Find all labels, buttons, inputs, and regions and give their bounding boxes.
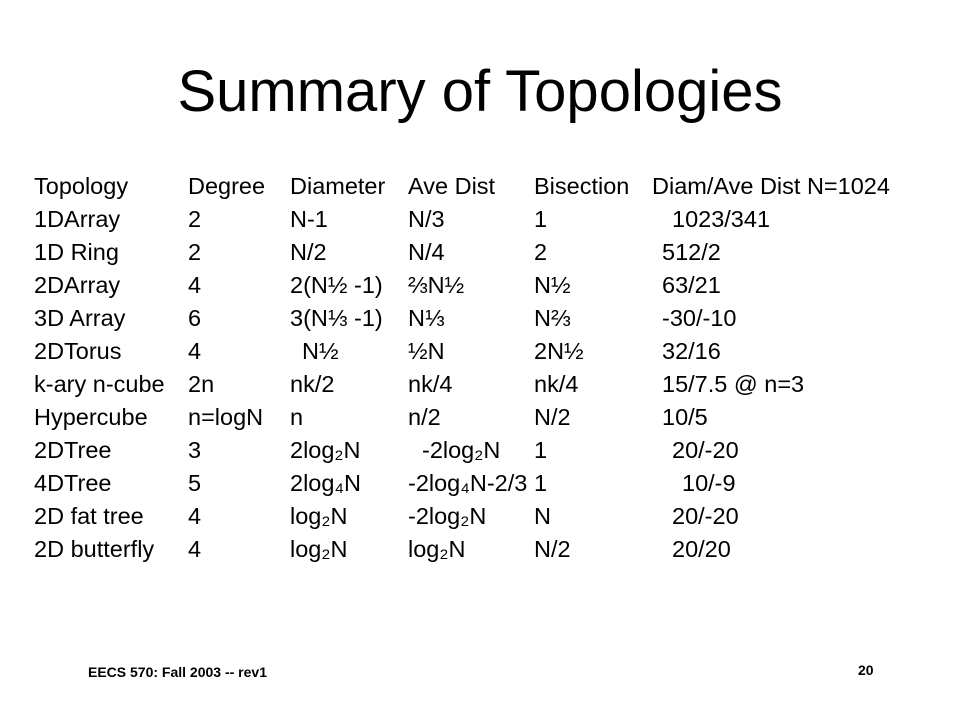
cell-ave-dist: -2log₄N-2/3 (408, 470, 528, 496)
page-number: 20 (858, 662, 874, 678)
cell-degree: 2 (188, 206, 202, 232)
header-degree: Degree (188, 173, 266, 199)
cell-diam-ave-dist: 15/7.5 @ n=3 (662, 371, 805, 397)
cell-bisection: 1 (534, 206, 548, 232)
cell-diameter: N½ (302, 338, 339, 364)
cell-topology: 1D Ring (34, 239, 119, 265)
cell-topology: 2DTorus (34, 338, 122, 364)
cell-topology: k-ary n-cube (34, 371, 165, 397)
cell-ave-dist: -2log₂N (422, 437, 501, 463)
cell-degree: 5 (188, 470, 202, 496)
header-ave-dist: Ave Dist (408, 173, 496, 199)
cell-topology: 2DTree (34, 437, 112, 463)
cell-topology: 2D fat tree (34, 503, 144, 529)
cell-diam-ave-dist: 10/-9 (682, 470, 736, 496)
cell-diameter: N/2 (290, 239, 327, 265)
slide-title: Summary of Topologies (177, 59, 783, 124)
header-diameter: Diameter (290, 173, 386, 199)
cell-topology: Hypercube (34, 404, 148, 430)
cell-diameter: 2(N½ -1) (290, 272, 383, 298)
cell-degree: 3 (188, 437, 202, 463)
cell-ave-dist: N/4 (408, 239, 445, 265)
cell-diam-ave-dist: 63/21 (662, 272, 721, 298)
cell-ave-dist: ⅔N½ (408, 272, 465, 298)
cell-diameter: nk/2 (290, 371, 335, 397)
cell-ave-dist: log₂N (408, 536, 466, 562)
header-bisection: Bisection (534, 173, 630, 199)
cell-ave-dist: N/3 (408, 206, 445, 232)
cell-bisection: 1 (534, 470, 548, 496)
cell-ave-dist: n/2 (408, 404, 441, 430)
cell-diam-ave-dist: 20/20 (672, 536, 731, 562)
cell-diam-ave-dist: 1023/341 (672, 206, 771, 232)
cell-topology: 2D butterfly (34, 536, 155, 562)
cell-ave-dist: nk/4 (408, 371, 453, 397)
cell-topology: 1DArray (34, 206, 121, 232)
cell-degree: 2n (188, 371, 215, 397)
cell-degree: 4 (188, 503, 202, 529)
cell-degree: 4 (188, 338, 202, 364)
cell-bisection: nk/4 (534, 371, 579, 397)
cell-degree: 2 (188, 239, 202, 265)
cell-bisection: 2N½ (534, 338, 584, 364)
cell-diameter: 2log₂N (290, 437, 361, 463)
cell-bisection: N (534, 503, 551, 529)
cell-degree: 6 (188, 305, 202, 331)
cell-bisection: N½ (534, 272, 571, 298)
cell-diameter: 3(N⅓ -1) (290, 305, 383, 331)
cell-diam-ave-dist: -30/-10 (662, 305, 737, 331)
cell-diameter: 2log₄N (290, 470, 361, 496)
cell-topology: 4DTree (34, 470, 112, 496)
header-topology: Topology (34, 173, 129, 199)
cell-diam-ave-dist: 20/-20 (672, 503, 739, 529)
cell-diameter: n (290, 404, 304, 430)
cell-ave-dist: ½N (408, 338, 445, 364)
cell-diam-ave-dist: 32/16 (662, 338, 721, 364)
cell-bisection: 2 (534, 239, 548, 265)
cell-bisection: N/2 (534, 536, 571, 562)
cell-diam-ave-dist: 512/2 (662, 239, 721, 265)
cell-diameter: log₂N (290, 503, 348, 529)
cell-topology: 2DArray (34, 272, 121, 298)
course-footer: EECS 570: Fall 2003 -- rev1 (88, 664, 267, 680)
cell-degree: 4 (188, 272, 202, 298)
cell-bisection: N/2 (534, 404, 571, 430)
cell-ave-dist: N⅓ (408, 305, 445, 331)
cell-bisection: 1 (534, 437, 548, 463)
cell-degree: 4 (188, 536, 202, 562)
cell-diameter: N-1 (290, 206, 328, 232)
cell-diam-ave-dist: 20/-20 (672, 437, 739, 463)
cell-bisection: N⅔ (534, 305, 571, 331)
cell-diam-ave-dist: 10/5 (662, 404, 708, 430)
header-diam-ave-dist: Diam/Ave Dist N=1024 (652, 173, 890, 199)
cell-topology: 3D Array (34, 305, 126, 331)
cell-ave-dist: -2log₂N (408, 503, 487, 529)
cell-diameter: log₂N (290, 536, 348, 562)
cell-degree: n=logN (188, 404, 264, 430)
